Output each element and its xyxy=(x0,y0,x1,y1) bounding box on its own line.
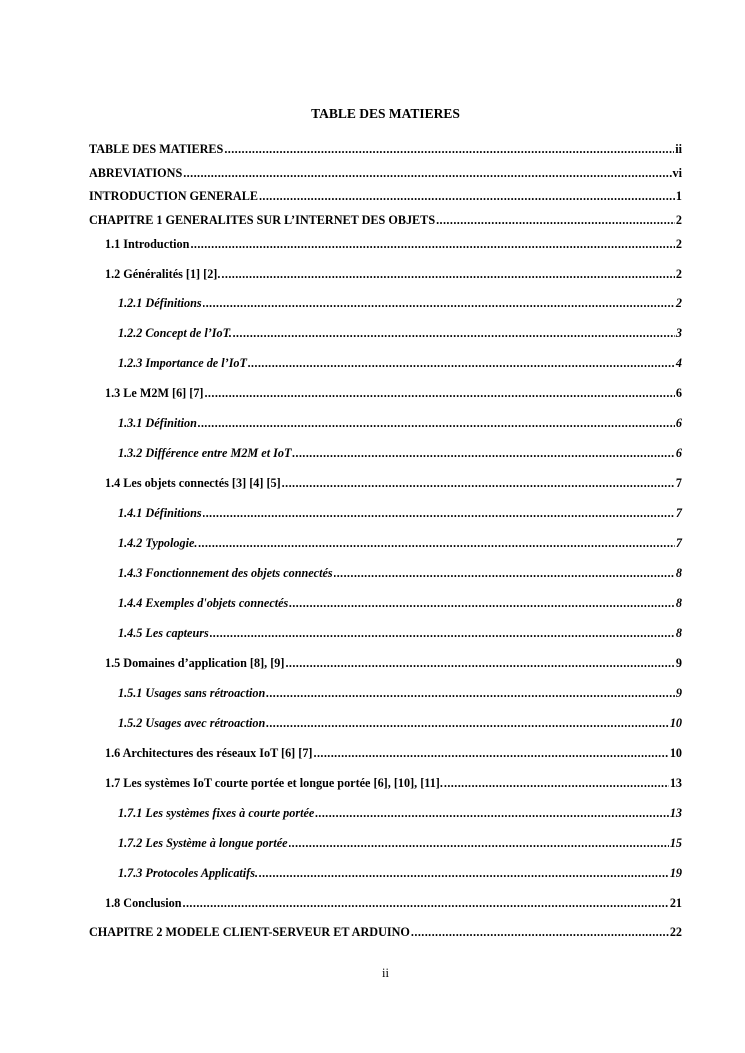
toc-entry-page: 3 xyxy=(675,326,682,340)
toc-dot-leader xyxy=(266,686,675,701)
toc-entry-page: 2 xyxy=(675,296,682,310)
toc-entry-page: 6 xyxy=(675,416,682,430)
toc-entry[interactable] xyxy=(118,446,682,461)
toc-entry[interactable] xyxy=(105,746,682,761)
toc-entry[interactable] xyxy=(105,776,682,791)
toc-entry-label: 1.4 Les objets connectés [3] [4] [5] xyxy=(105,476,281,490)
toc-entry[interactable] xyxy=(118,596,682,611)
toc-dot-leader xyxy=(248,356,675,371)
toc-entry-page: 21 xyxy=(669,896,682,910)
toc-entry-label: 1.5.2 Usages avec rétroaction xyxy=(118,716,266,730)
toc-entry-page: 6 xyxy=(675,446,682,460)
toc-entry-label: 1.2 Généralités [1] [2]. xyxy=(105,267,221,281)
toc-entry-page: 7 xyxy=(675,476,682,490)
toc-entry[interactable] xyxy=(105,476,682,491)
toc-entry-page: ii xyxy=(675,142,682,156)
toc-dot-leader xyxy=(203,296,675,311)
toc-entry-label: 1.3.2 Différence entre M2M et IoT xyxy=(118,446,292,460)
toc-entry[interactable] xyxy=(105,386,682,401)
toc-dot-leader xyxy=(204,386,674,401)
toc-entry[interactable] xyxy=(118,716,682,731)
toc-dot-leader xyxy=(190,237,674,252)
toc-dot-leader xyxy=(221,267,674,282)
toc-dot-leader xyxy=(282,476,675,491)
toc-entry-page: 4 xyxy=(675,356,682,370)
toc-dot-leader xyxy=(198,416,675,431)
toc-entry[interactable] xyxy=(118,866,682,881)
toc-entry[interactable] xyxy=(118,296,682,311)
toc-entry[interactable] xyxy=(118,566,682,581)
toc-entry[interactable] xyxy=(118,506,682,521)
toc-entry-label: 1.7.3 Protocoles Applicatifs. xyxy=(118,866,259,880)
toc-entry-page: 2 xyxy=(675,267,682,281)
toc-dot-leader xyxy=(289,596,675,611)
toc-entry-label: 1.5 Domaines d’application [8], [9] xyxy=(105,656,285,670)
toc-entry[interactable] xyxy=(89,189,682,204)
toc-entry-label: 1.6 Architectures des réseaux IoT [6] [7] xyxy=(105,746,313,760)
toc-entry-label: ABREVIATIONS xyxy=(89,166,183,180)
toc-entry-page: 6 xyxy=(675,386,682,400)
toc-dot-leader xyxy=(259,866,669,881)
toc-entry[interactable] xyxy=(105,237,682,252)
toc-entry-page: 1 xyxy=(675,189,682,203)
toc-entry-page: 13 xyxy=(669,806,682,820)
toc-entry-page: 10 xyxy=(669,716,682,730)
toc-entry-label: 1.1 Introduction xyxy=(105,237,190,251)
toc-entry-label: 1.2.3 Importance de l’IoT xyxy=(118,356,247,370)
toc-entry-page: 8 xyxy=(675,626,682,640)
toc-entry-label: TABLE DES MATIERES xyxy=(89,142,224,156)
toc-entry[interactable] xyxy=(118,686,682,701)
toc-entry-label: 1.7.1 Les systèmes fixes à courte portée xyxy=(118,806,315,820)
toc-entry[interactable] xyxy=(89,142,682,157)
toc-dot-leader xyxy=(315,806,668,821)
toc-entry-page: 8 xyxy=(675,566,682,580)
toc-dot-leader xyxy=(334,566,675,581)
toc-dot-leader xyxy=(198,536,674,551)
toc-entry[interactable] xyxy=(105,656,682,671)
toc-entry-page: 2 xyxy=(675,213,682,227)
toc-entry[interactable] xyxy=(118,326,682,341)
toc-entry-label: 1.7 Les systèmes IoT courte portée et longue portée [6], [10], [11]. xyxy=(105,776,443,790)
toc-entry-label: 1.4.2 Typologie. xyxy=(118,536,198,550)
toc-entry-label: 1.8 Conclusion xyxy=(105,896,182,910)
toc-dot-leader xyxy=(285,656,674,671)
page-title: TABLE DES MATIERES xyxy=(311,106,460,121)
toc-entry-page: 9 xyxy=(675,686,682,700)
toc-entry-label: 1.5.1 Usages sans rétroaction xyxy=(118,686,266,700)
toc-entry[interactable] xyxy=(118,806,682,821)
toc-entry-label: CHAPITRE 1 GENERALITES SUR L’INTERNET DES OBJETS xyxy=(89,213,436,227)
toc-entry-page: vi xyxy=(672,166,682,180)
toc-entry[interactable] xyxy=(105,267,682,282)
toc-entry-page: 2 xyxy=(675,237,682,251)
toc-entry-label: 1.3.1 Définition xyxy=(118,416,197,430)
toc-entry-page: 19 xyxy=(669,866,682,880)
toc-entry[interactable] xyxy=(118,416,682,431)
toc-entry-label: 1.2.1 Définitions xyxy=(118,296,202,310)
toc-entry-page: 8 xyxy=(675,596,682,610)
toc-dot-leader xyxy=(411,925,669,940)
toc-entry-page: 22 xyxy=(669,925,682,939)
toc-entry-page: 13 xyxy=(669,776,682,790)
toc-entry-label: 1.3 Le M2M [6] [7] xyxy=(105,386,204,400)
toc-dot-leader xyxy=(210,626,675,641)
toc-dot-leader xyxy=(183,166,671,181)
toc-dot-leader xyxy=(436,213,675,228)
toc-entry-label: INTRODUCTION GENERALE xyxy=(89,189,258,203)
toc-entry-label: 1.4.4 Exemples d'objets connectés xyxy=(118,596,289,610)
toc-entry[interactable] xyxy=(89,166,682,181)
toc-dot-leader xyxy=(203,506,675,521)
toc-entry-label: 1.7.2 Les Système à longue portée xyxy=(118,836,288,850)
toc-dot-leader xyxy=(314,746,669,761)
toc-dot-leader xyxy=(444,776,669,791)
toc-entry-label: 1.4.3 Fonctionnement des objets connectés xyxy=(118,566,333,580)
toc-entry-page: 15 xyxy=(669,836,682,850)
toc-entry[interactable] xyxy=(105,896,682,911)
toc-dot-leader xyxy=(266,716,669,731)
toc-dot-leader xyxy=(289,836,669,851)
toc-entry-page: 10 xyxy=(669,746,682,760)
toc-entry-page: 7 xyxy=(675,536,682,550)
toc-entry-label: CHAPITRE 2 MODELE CLIENT-SERVEUR ET ARDUINO xyxy=(89,925,410,939)
page-number: ii xyxy=(382,966,389,980)
toc-entry[interactable] xyxy=(89,213,682,228)
toc-dot-leader xyxy=(292,446,674,461)
toc-entry[interactable] xyxy=(118,836,682,851)
toc-entry-label: 1.4.5 Les capteurs xyxy=(118,626,209,640)
toc-dot-leader xyxy=(233,326,675,341)
toc-dot-leader xyxy=(259,189,675,204)
toc-entry[interactable] xyxy=(118,536,682,551)
toc-entry-label: 1.4.1 Définitions xyxy=(118,506,202,520)
toc-entry[interactable] xyxy=(118,626,682,641)
toc-entry[interactable] xyxy=(89,925,682,940)
toc-entry-page: 9 xyxy=(675,656,682,670)
toc-dot-leader xyxy=(183,896,669,911)
toc-entry-page: 7 xyxy=(675,506,682,520)
toc-dot-leader xyxy=(224,142,674,157)
toc-entry[interactable] xyxy=(118,356,682,371)
toc-entry-label: 1.2.2 Concept de l’IoT. xyxy=(118,326,232,340)
